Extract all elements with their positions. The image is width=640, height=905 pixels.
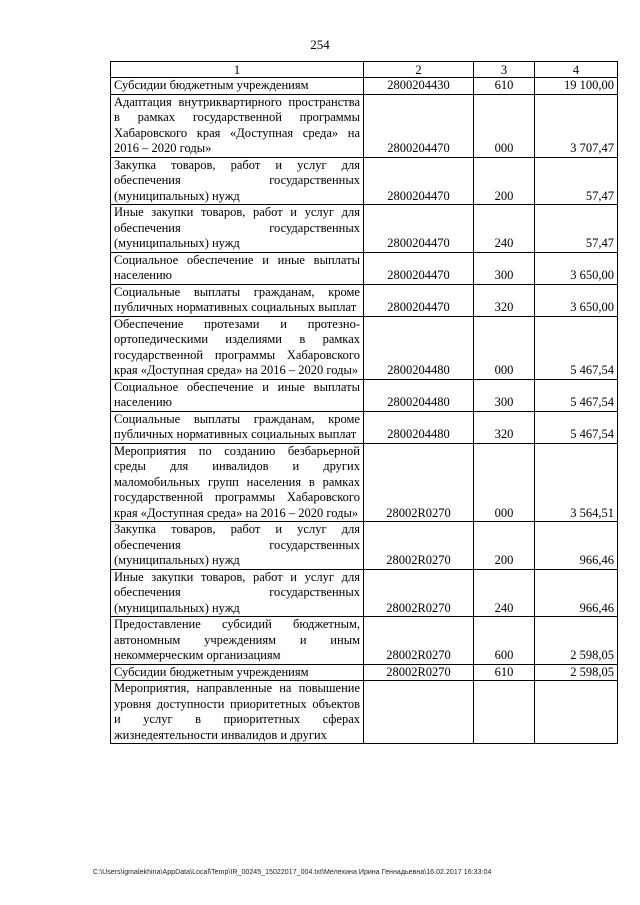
row-name-cell: Предоставление субсидий бюджетным, автономным учреждениям и иным некоммерческим организациям <box>111 617 364 665</box>
table-row <box>111 94 618 157</box>
row-code-cell <box>364 681 474 744</box>
table-row <box>111 316 618 379</box>
row-amount-cell: 2 598,05 <box>535 664 618 681</box>
column-header-4: 4 <box>535 62 618 78</box>
row-amount-cell: 57,47 <box>535 157 618 205</box>
row-code-cell: 2800204430 <box>364 78 474 95</box>
table-header <box>111 62 618 78</box>
table-row <box>111 569 618 617</box>
row-code-cell: 28002R0270 <box>364 617 474 665</box>
row-code-cell: 2800204470 <box>364 157 474 205</box>
row-type-cell: 240 <box>474 205 535 253</box>
row-amount-cell: 966,46 <box>535 569 618 617</box>
table-row <box>111 617 618 665</box>
row-type-cell: 600 <box>474 617 535 665</box>
row-code-cell: 2800204470 <box>364 205 474 253</box>
row-name-cell: Закупка товаров, работ и услуг для обеспечения государственных (муниципальных) нужд <box>111 522 364 570</box>
row-amount-cell: 3 564,51 <box>535 443 618 522</box>
row-type-cell <box>474 681 535 744</box>
row-amount-cell: 19 100,00 <box>535 78 618 95</box>
table-body <box>111 78 618 744</box>
table-row <box>111 411 618 443</box>
column-header-1: 1 <box>111 62 364 78</box>
row-type-cell: 610 <box>474 664 535 681</box>
row-amount-cell <box>535 681 618 744</box>
row-code-cell: 28002R0270 <box>364 443 474 522</box>
row-code-cell: 28002R0270 <box>364 664 474 681</box>
row-type-cell: 200 <box>474 522 535 570</box>
row-code-cell: 2800204470 <box>364 252 474 284</box>
row-amount-cell: 3 650,00 <box>535 284 618 316</box>
row-name-cell: Иные закупки товаров, работ и услуг для обеспечения государственных (муниципальных) нужд <box>111 569 364 617</box>
row-amount-cell: 5 467,54 <box>535 411 618 443</box>
table-row <box>111 205 618 253</box>
table-row <box>111 284 618 316</box>
row-name-cell: Мероприятия по созданию безбарьерной среды для инвалидов и других маломобильных групп населения в рамках государственной программы Хабаровского края «Доступная среда» на 2016 – 2020 годы» <box>111 443 364 522</box>
row-type-cell: 000 <box>474 316 535 379</box>
row-amount-cell: 5 467,54 <box>535 316 618 379</box>
row-code-cell: 28002R0270 <box>364 569 474 617</box>
row-type-cell: 320 <box>474 284 535 316</box>
row-code-cell: 2800204480 <box>364 316 474 379</box>
row-name-cell: Обеспечение протезами и протезно-ортопедическими изделиями в рамках государственной программы Хабаровского края «Доступная среда» на 2016 – 2020 годы» <box>111 316 364 379</box>
row-code-cell: 2800204470 <box>364 284 474 316</box>
row-name-cell: Социальное обеспечение и иные выплаты населению <box>111 379 364 411</box>
row-type-cell: 610 <box>474 78 535 95</box>
row-name-cell: Адаптация внутриквартирного пространства в рамках государственной программы Хабаровского края «Доступная среда» на 2016 – 2020 годы» <box>111 94 364 157</box>
row-name-cell: Социальные выплаты гражданам, кроме публичных нормативных социальных выплат <box>111 411 364 443</box>
row-code-cell: 2800204480 <box>364 411 474 443</box>
row-type-cell: 000 <box>474 94 535 157</box>
page-number: 254 <box>310 37 330 52</box>
table-row <box>111 379 618 411</box>
budget-table <box>110 61 618 744</box>
column-header-3: 3 <box>474 62 535 78</box>
row-type-cell: 300 <box>474 252 535 284</box>
row-amount-cell: 966,46 <box>535 522 618 570</box>
row-amount-cell: 3 650,00 <box>535 252 618 284</box>
row-type-cell: 300 <box>474 379 535 411</box>
table-row <box>111 522 618 570</box>
row-name-cell: Субсидии бюджетным учреждениям <box>111 78 364 95</box>
row-amount-cell: 2 598,05 <box>535 617 618 665</box>
row-code-cell: 2800204470 <box>364 94 474 157</box>
row-amount-cell: 5 467,54 <box>535 379 618 411</box>
row-name-cell: Мероприятия, направленные на повышение уровня доступности приоритетных объектов и услуг в приоритетных сферах жизнедеятельности инвалидов и других <box>111 681 364 744</box>
row-code-cell: 28002R0270 <box>364 522 474 570</box>
table-row <box>111 78 618 95</box>
row-amount-cell: 3 707,47 <box>535 94 618 157</box>
row-type-cell: 200 <box>474 157 535 205</box>
row-amount-cell: 57,47 <box>535 205 618 253</box>
row-name-cell: Закупка товаров, работ и услуг для обеспечения государственных (муниципальных) нужд <box>111 157 364 205</box>
table-row <box>111 664 618 681</box>
row-name-cell: Иные закупки товаров, работ и услуг для обеспечения государственных (муниципальных) нужд <box>111 205 364 253</box>
row-name-cell: Субсидии бюджетным учреждениям <box>111 664 364 681</box>
column-header-2: 2 <box>364 62 474 78</box>
row-type-cell: 000 <box>474 443 535 522</box>
table-row <box>111 252 618 284</box>
table-row <box>111 157 618 205</box>
row-name-cell: Социальное обеспечение и иные выплаты населению <box>111 252 364 284</box>
file-path-footer: C:\Users\igmalekhina\AppData\Local\Temp\IR_00245_15022017_004.txt\Мелехина Ирина Геннадьевна\16.02.2017 16:33:04 <box>93 869 492 876</box>
row-type-cell: 320 <box>474 411 535 443</box>
row-code-cell: 2800204480 <box>364 379 474 411</box>
row-type-cell: 240 <box>474 569 535 617</box>
table-row <box>111 681 618 744</box>
table-row <box>111 443 618 522</box>
row-name-cell: Социальные выплаты гражданам, кроме публичных нормативных социальных выплат <box>111 284 364 316</box>
